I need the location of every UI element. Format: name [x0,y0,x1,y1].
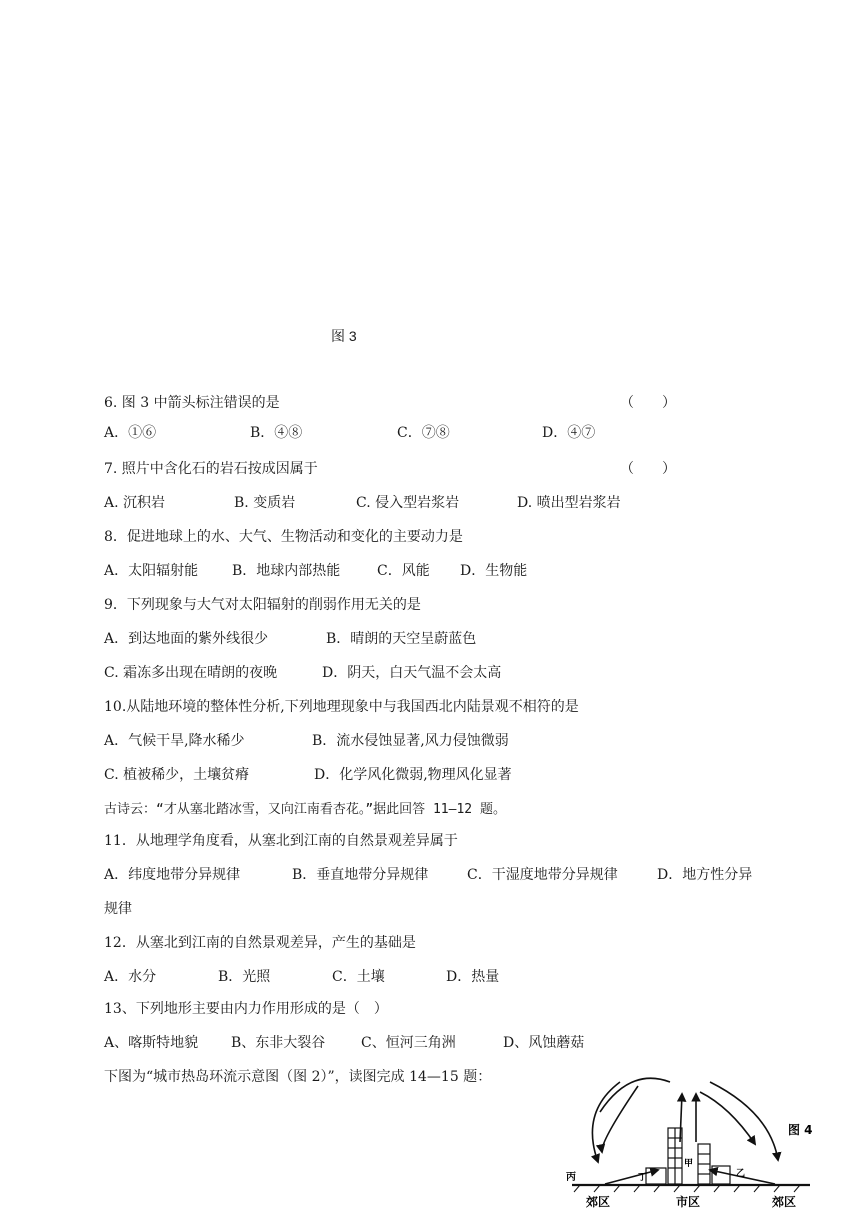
question-7-option-d: D. 喷出型岩浆岩 [517,495,621,511]
question-13-option-d: D、风蚀蘑菇 [503,1035,585,1051]
question-12-option-c: C．土壤 [332,969,385,985]
inflow-left [605,1170,658,1184]
question-6-stem: 6. 图 3 中箭头标注错误的是 [104,395,280,411]
question-11-option-b: B．垂直地带分异规律 [292,867,429,883]
question-10-stem: 10.从陆地环境的整体性分析,下列地理现象中与我国西北内陆景观不相符的是 [104,699,579,715]
question-8-option-c: C．风能 [377,563,430,579]
question-7-answer-blank: （ ） [620,461,676,477]
label-suburb-left: 郊区 [586,1195,611,1209]
question-11-stem: 11．从地理学角度看，从塞北到江南的自然景观差异属于 [104,833,458,849]
city-buildings [646,1128,730,1184]
question-7-stem: 7. 照片中含化石的岩石按成因属于 [104,461,318,477]
label-yi: 乙 [736,1169,746,1179]
question-6-option-a: A．①⑥ [104,425,157,441]
question-13-option-c: C、恒河三角洲 [361,1035,456,1051]
label-suburb-right: 郊区 [772,1195,797,1209]
figure-4-label: 图 4 [788,1123,813,1137]
label-bing: 丙 [566,1172,576,1183]
label-jia: 甲 [684,1159,694,1169]
question-6-option-b: B．④⑧ [250,425,303,441]
question-12-option-b: B．光照 [218,969,271,985]
question-9-stem: 9．下列现象与大气对太阳辐射的削弱作用无关的是 [104,597,421,613]
question-6-option-d: D．④⑦ [542,425,596,441]
question-11-option-c: C．干湿度地带分异规律 [467,867,618,883]
left-circulation-arrow [600,1078,670,1112]
heat-island-diagram [560,1072,820,1212]
question-12-stem: 12．从塞北到江南的自然景观差异，产生的基础是 [104,935,416,951]
question-13-option-b: B、东非大裂谷 [231,1035,326,1051]
question-12-option-a: A．水分 [104,969,157,985]
question-7-option-a: A. 沉积岩 [104,495,166,511]
label-ding: 丁 [638,1173,648,1183]
figure-intro: 下图为“城市热岛环流示意图（图 2）”，读图完成 14—15 题： [104,1069,492,1085]
question-13-stem: 13、下列地形主要由内力作用形成的是（ ） [104,1001,388,1017]
question-8-option-b: B．地球内部热能 [232,563,341,579]
question-9-option-d: D．阴天，白天气温不会太高 [322,665,502,681]
question-10-option-d: D．化学风化微弱,物理风化显著 [314,767,512,783]
question-11-option-d-wrap: 规律 [104,901,132,917]
question-10-option-b: B．流水侵蚀显著,风力侵蚀微弱 [312,733,509,749]
question-6-option-c: C．⑦⑧ [397,425,450,441]
label-city: 市区 [676,1195,701,1209]
left-descend-arrow [602,1086,638,1152]
question-12-option-d: D．热量 [446,969,500,985]
question-11-option-a: A．纬度地带分异规律 [104,867,241,883]
question-11-option-d: D．地方性分异 [657,867,753,883]
figure-3-caption: 图 3 [331,328,357,344]
question-7-option-b: B. 变质岩 [234,495,296,511]
question-8-option-d: D．生物能 [460,563,528,579]
question-7-option-c: C. 侵入型岩浆岩 [356,495,460,511]
right-loop-arrow [710,1082,778,1160]
question-10-option-a: A．气候干旱,降水稀少 [104,733,245,749]
question-6-answer-blank: （ ） [620,395,676,411]
question-9-option-c: C. 霜冻多出现在晴朗的夜晚 [104,665,278,681]
poem-intro: 古诗云：“才从塞北踏冰雪，又向江南看杏花。”据此回答 11—12 题。 [104,802,506,817]
question-9-option-b: B．晴朗的天空呈蔚蓝色 [326,631,477,647]
right-inner-arrow [700,1092,755,1144]
question-9-option-a: A．到达地面的紫外线很少 [104,631,269,647]
question-13-option-a: A、喀斯特地貌 [104,1035,199,1051]
question-8-stem: 8．促进地球上的水、大气、生物活动和变化的主要动力是 [104,529,463,545]
question-8-option-a: A．太阳辐射能 [104,563,199,579]
question-10-option-c: C. 植被稀少，土壤贫瘠 [104,767,250,783]
